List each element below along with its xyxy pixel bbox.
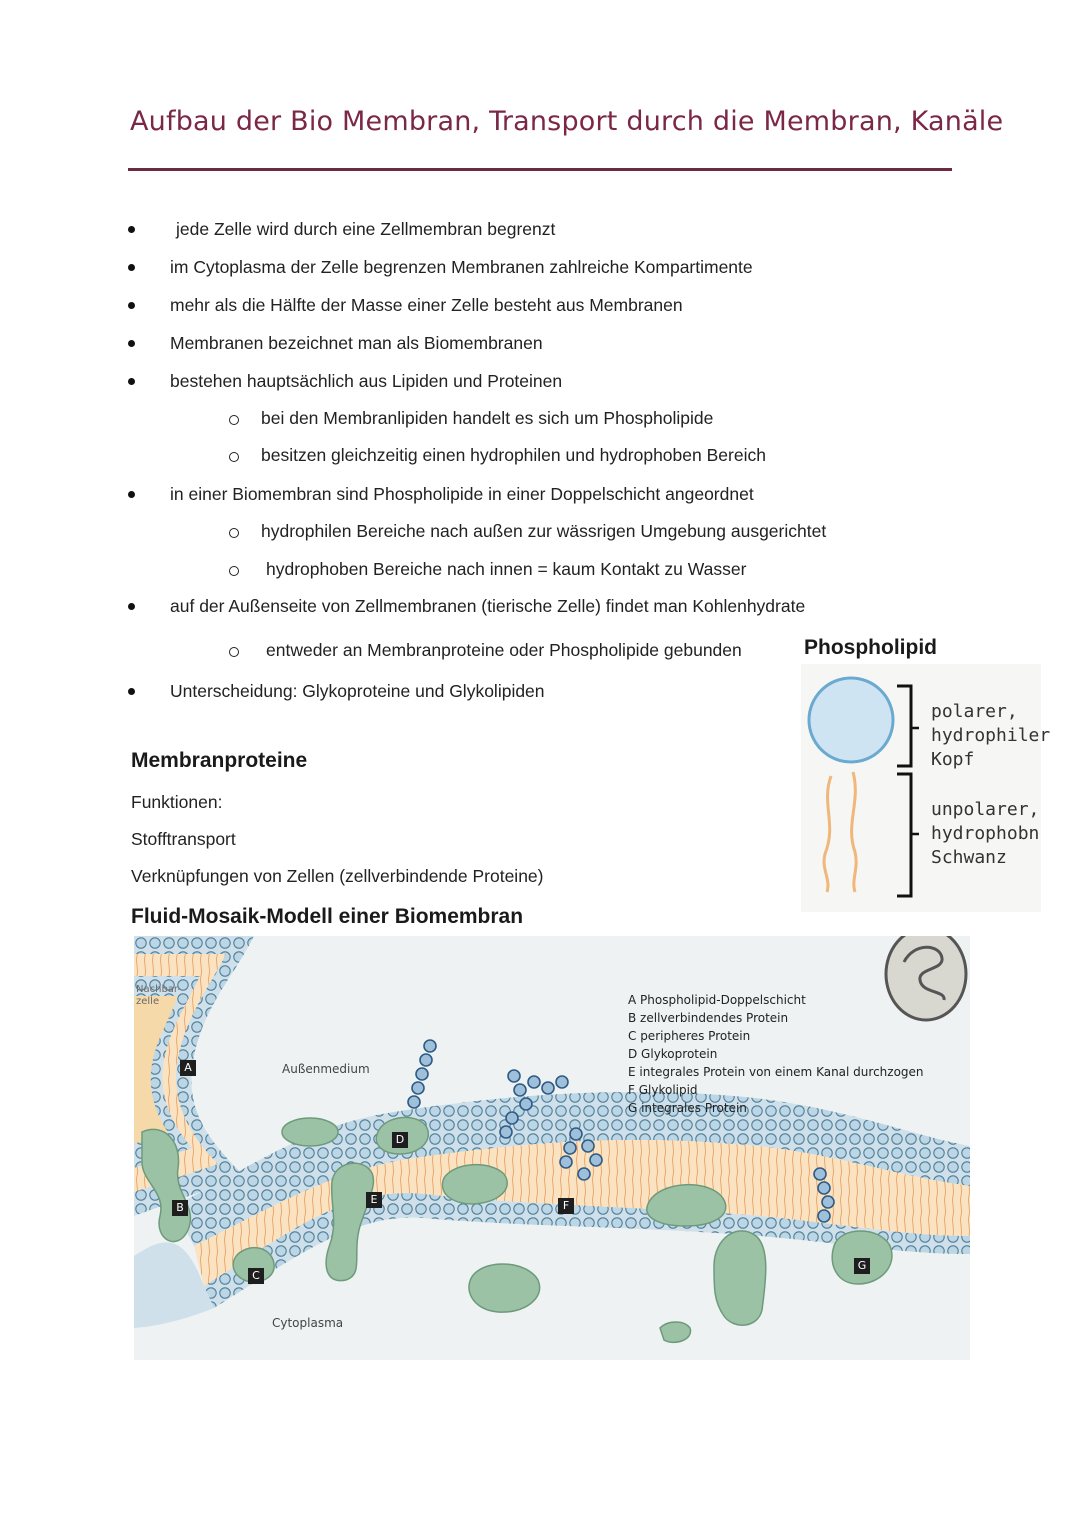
marker-label: F bbox=[562, 1199, 570, 1212]
bullet-item: mehr als die Hälfte der Masse einer Zelle besteht aus Membranen bbox=[170, 295, 683, 315]
bullet-dot bbox=[128, 491, 135, 498]
protein-peripheral bbox=[282, 1118, 338, 1146]
bullet-item: in einer Biomembran sind Phospholipide in einer Doppelschicht angeordnet bbox=[170, 484, 754, 504]
marker-label: B bbox=[176, 1201, 184, 1214]
sub-bullet-item: entweder an Membranproteine oder Phospholipide gebunden bbox=[266, 640, 742, 660]
bullet-dot bbox=[128, 264, 135, 271]
fluid-mosaik-diagram bbox=[134, 936, 970, 1360]
protein-lower bbox=[469, 1264, 540, 1312]
tail-bracket bbox=[897, 774, 911, 896]
sub-bullet-ring bbox=[229, 415, 239, 425]
bullet-dot bbox=[128, 226, 135, 233]
bullet-dot bbox=[128, 603, 135, 610]
marker-label: D bbox=[395, 1133, 405, 1146]
aussenmedium-label: Außenmedium bbox=[282, 1062, 370, 1076]
marker-label: A bbox=[184, 1061, 192, 1074]
bullet-dot bbox=[128, 340, 135, 347]
sub-bullet-ring bbox=[229, 528, 239, 538]
sub-bullet-item: besitzen gleichzeitig einen hydrophilen und hydrophoben Bereich bbox=[261, 445, 766, 465]
bullet-item: bestehen hauptsächlich aus Lipiden und Proteinen bbox=[170, 371, 563, 391]
membranproteine-line: Funktionen: bbox=[131, 792, 223, 812]
fluid-mosaik-heading: Fluid-Mosaik-Modell einer Biomembran bbox=[131, 905, 524, 928]
marker-label: G bbox=[857, 1259, 867, 1272]
phospholipid-head bbox=[809, 678, 893, 762]
phospholipid-tail bbox=[852, 772, 857, 892]
sub-bullet-ring bbox=[229, 566, 239, 576]
head-label-line: Kopf bbox=[931, 749, 975, 770]
head-bracket bbox=[897, 686, 911, 766]
bullet-item: jede Zelle wird durch eine Zellmembran begrenzt bbox=[176, 219, 556, 239]
membranproteine-heading: Membranproteine bbox=[131, 749, 308, 772]
bullet-dot bbox=[128, 302, 135, 309]
bullet-item: Unterscheidung: Glykoproteine und Glykolipiden bbox=[170, 681, 545, 701]
bullet-dot bbox=[128, 688, 135, 695]
tail-label-line: hydrophobn bbox=[931, 823, 1040, 844]
marker-label: C bbox=[252, 1269, 260, 1282]
sub-bullet-ring bbox=[229, 452, 239, 462]
protein-bottom bbox=[660, 1322, 691, 1342]
page-title: Aufbau der Bio Membran, Transport durch die Membran, Kanäle bbox=[130, 106, 1004, 137]
sub-bullet-item: hydrophilen Bereiche nach außen zur wässrigen Umgebung ausgerichtet bbox=[261, 521, 827, 541]
bullet-item: auf der Außenseite von Zellmembranen (tierische Zelle) findet man Kohlenhydrate bbox=[170, 596, 806, 616]
nachbarzelle-label: Nachbar- bbox=[136, 984, 181, 995]
head-label-line: polarer, bbox=[931, 701, 1018, 722]
protein-surface bbox=[442, 1165, 507, 1204]
sub-bullet-item: bei den Membranlipiden handelt es sich um Phospholipide bbox=[261, 408, 714, 428]
title-underline bbox=[128, 168, 952, 171]
sub-bullet-item: hydrophoben Bereiche nach innen = kaum Kontakt zu Wasser bbox=[266, 559, 747, 579]
membranproteine-line: Verknüpfungen von Zellen (zellverbindende Proteine) bbox=[131, 866, 544, 886]
legend-item: F Glykolipid bbox=[628, 1083, 698, 1097]
marker-label: E bbox=[370, 1193, 378, 1206]
bullet-dot bbox=[128, 378, 135, 385]
bullet-item: Membranen bezeichnet man als Biomembranen bbox=[170, 333, 543, 353]
diagram-legend bbox=[628, 991, 924, 1117]
protein-channel bbox=[714, 1231, 766, 1325]
bullet-item: im Cytoplasma der Zelle begrenzen Membranen zahlreiche Kompartimente bbox=[170, 257, 753, 277]
legend-item: B zellverbindendes Protein bbox=[628, 1011, 789, 1025]
cytoplasma-label: Cytoplasma bbox=[272, 1316, 344, 1330]
head-label-line: hydrophiler bbox=[931, 725, 1051, 746]
phospholipid-heading: Phospholipid bbox=[804, 636, 937, 659]
legend-item: E integrales Protein von einem Kanal durchzogen bbox=[628, 1065, 924, 1079]
legend-item: G integrales Protein bbox=[628, 1101, 747, 1115]
nachbarzelle-label: zelle bbox=[136, 996, 160, 1007]
membranproteine-line: Stofftransport bbox=[131, 829, 236, 849]
legend-item: C peripheres Protein bbox=[628, 1029, 751, 1043]
phospholipid-bilayer bbox=[134, 1092, 970, 1328]
legend-item: A Phospholipid-Doppelschicht bbox=[628, 993, 806, 1007]
tail-label-line: unpolarer, bbox=[931, 799, 1040, 820]
tail-label-line: Schwanz bbox=[931, 847, 1007, 868]
sub-bullet-ring bbox=[229, 647, 239, 657]
phospholipid-tail bbox=[824, 776, 831, 892]
legend-item: D Glykoprotein bbox=[628, 1047, 718, 1061]
phospholipid-figure bbox=[801, 664, 1051, 912]
